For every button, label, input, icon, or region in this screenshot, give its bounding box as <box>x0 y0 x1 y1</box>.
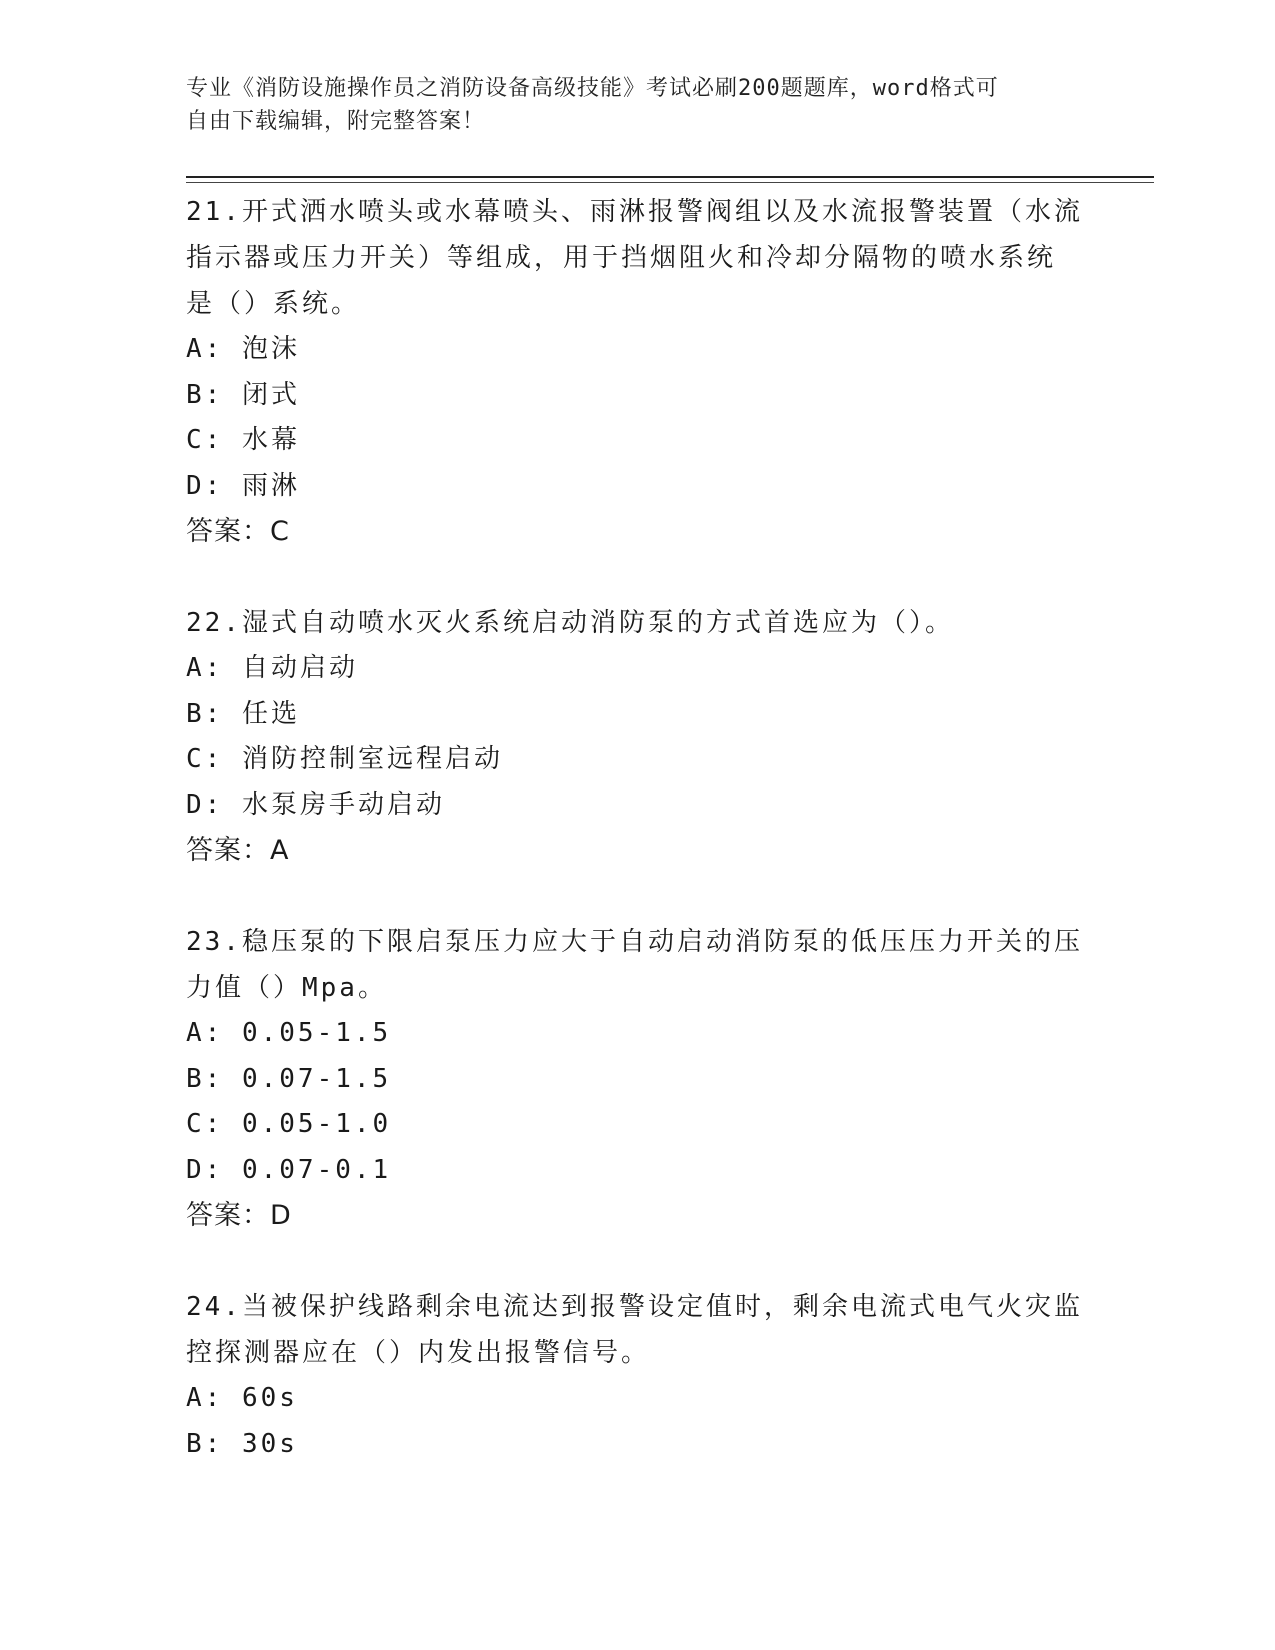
option-b: B: 闭式 <box>186 379 300 410</box>
question-text: 力值（）Mpa。 <box>186 973 387 1003</box>
question-text: 是（）系统。 <box>186 289 361 319</box>
option-a: A: 自动启动 <box>186 653 358 683</box>
question-21 <box>186 189 1086 555</box>
question-22 <box>186 600 1086 874</box>
header-line-2: 自由下载编辑，附完整答案！ <box>186 109 486 134</box>
answer-line: 答案：A <box>186 835 290 866</box>
option-b: B: 0.07-1.5 <box>186 1063 392 1094</box>
header-divider-thin <box>186 182 1154 183</box>
answer-line: 答案：C <box>186 516 290 547</box>
question-text: 23.稳压泵的下限启泵压力应大于自动启动消防泵的低压压力开关的压 <box>186 927 1083 957</box>
question-24 <box>186 1284 1086 1467</box>
header-divider-thick <box>186 176 1154 178</box>
option-d: D: 0.07-0.1 <box>186 1154 392 1185</box>
question-text: 指示器或压力开关）等组成，用于挡烟阻火和冷却分隔物的喷水系统 <box>186 243 1057 273</box>
header-line-1: 专业《消防设施操作员之消防设备高级技能》考试必刷200题题库，word格式可 <box>186 76 999 101</box>
document-header <box>186 72 1066 138</box>
question-23 <box>186 919 1086 1239</box>
option-d: D: 水泵房手动启动 <box>186 789 445 820</box>
option-a: A: 60s <box>186 1383 298 1413</box>
question-list <box>186 189 1086 1512</box>
question-text: 控探测器应在（）内发出报警信号。 <box>186 1338 651 1368</box>
option-c: C: 消防控制室远程启动 <box>186 744 503 774</box>
answer-line: 答案：D <box>186 1200 292 1231</box>
question-text: 24.当被保护线路剩余电流达到报警设定值时，剩余电流式电气火灾监 <box>186 1292 1083 1322</box>
option-a: A: 0.05-1.5 <box>186 1018 392 1048</box>
question-text: 22.湿式自动喷水灭火系统启动消防泵的方式首选应为（）。 <box>186 608 954 638</box>
question-text: 21.开式洒水喷头或水幕喷头、雨淋报警阀组以及水流报警装置（水流 <box>186 197 1083 227</box>
option-d: D: 雨淋 <box>186 470 300 501</box>
option-b: B: 任选 <box>186 698 300 729</box>
option-b: B: 30s <box>186 1428 298 1459</box>
option-a: A: 泡沫 <box>186 334 300 364</box>
option-c: C: 0.05-1.0 <box>186 1109 392 1139</box>
option-c: C: 水幕 <box>186 425 300 455</box>
